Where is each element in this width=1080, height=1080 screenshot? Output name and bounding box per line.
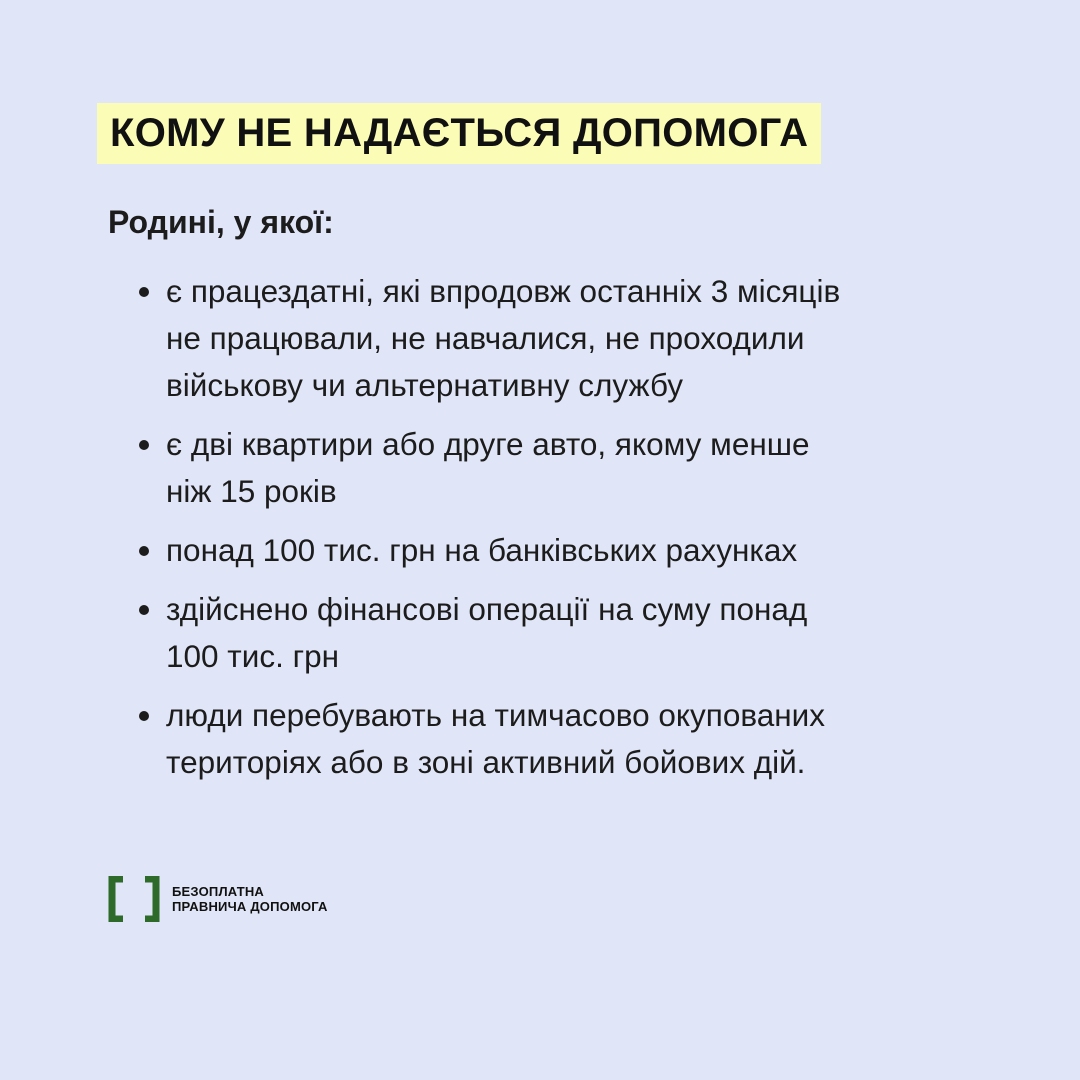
bullet-icon bbox=[139, 605, 149, 615]
logo-line-1: БЕЗОПЛАТНА bbox=[172, 884, 265, 899]
list-item-line: люди перебувають на тимчасово окупованих bbox=[166, 697, 825, 733]
bullet-icon bbox=[139, 287, 149, 297]
list-item-line: територіях або в зоні активний бойових дій. bbox=[166, 744, 806, 780]
logo bbox=[108, 876, 328, 922]
title-highlight bbox=[97, 103, 821, 164]
bullet-icon bbox=[139, 546, 149, 556]
list-item-line: не працювали, не навчалися, не проходили bbox=[166, 320, 805, 356]
list-item-line: є дві квартири або друге авто, якому менше bbox=[166, 426, 810, 462]
bullet-icon bbox=[139, 711, 149, 721]
list-item-line: 100 тис. грн bbox=[166, 638, 339, 674]
list-item-line: є працездатні, які впродовж останніх 3 місяців bbox=[166, 273, 841, 309]
list-item bbox=[136, 586, 956, 680]
list-item-line: здійснено фінансові операції на суму понад bbox=[166, 591, 808, 627]
subtitle: Родині, у якої: bbox=[108, 204, 334, 240]
list-item bbox=[136, 527, 956, 574]
bullet-icon bbox=[139, 440, 149, 450]
page-title: КОМУ НЕ НАДАЄТЬСЯ ДОПОМОГА bbox=[110, 111, 809, 155]
list-item-line: військову чи альтернативну службу bbox=[166, 367, 684, 403]
list-item bbox=[136, 421, 956, 515]
bullet-list bbox=[136, 268, 956, 798]
list-item-line: ніж 15 років bbox=[166, 473, 337, 509]
list-item-line: понад 100 тис. грн на банківських рахунках bbox=[166, 532, 798, 568]
bracket-logo-icon bbox=[108, 876, 160, 922]
list-item bbox=[136, 692, 956, 786]
logo-text bbox=[172, 884, 328, 914]
logo-line-2: ПРАВНИЧА ДОПОМОГА bbox=[172, 899, 328, 914]
list-item bbox=[136, 268, 956, 409]
